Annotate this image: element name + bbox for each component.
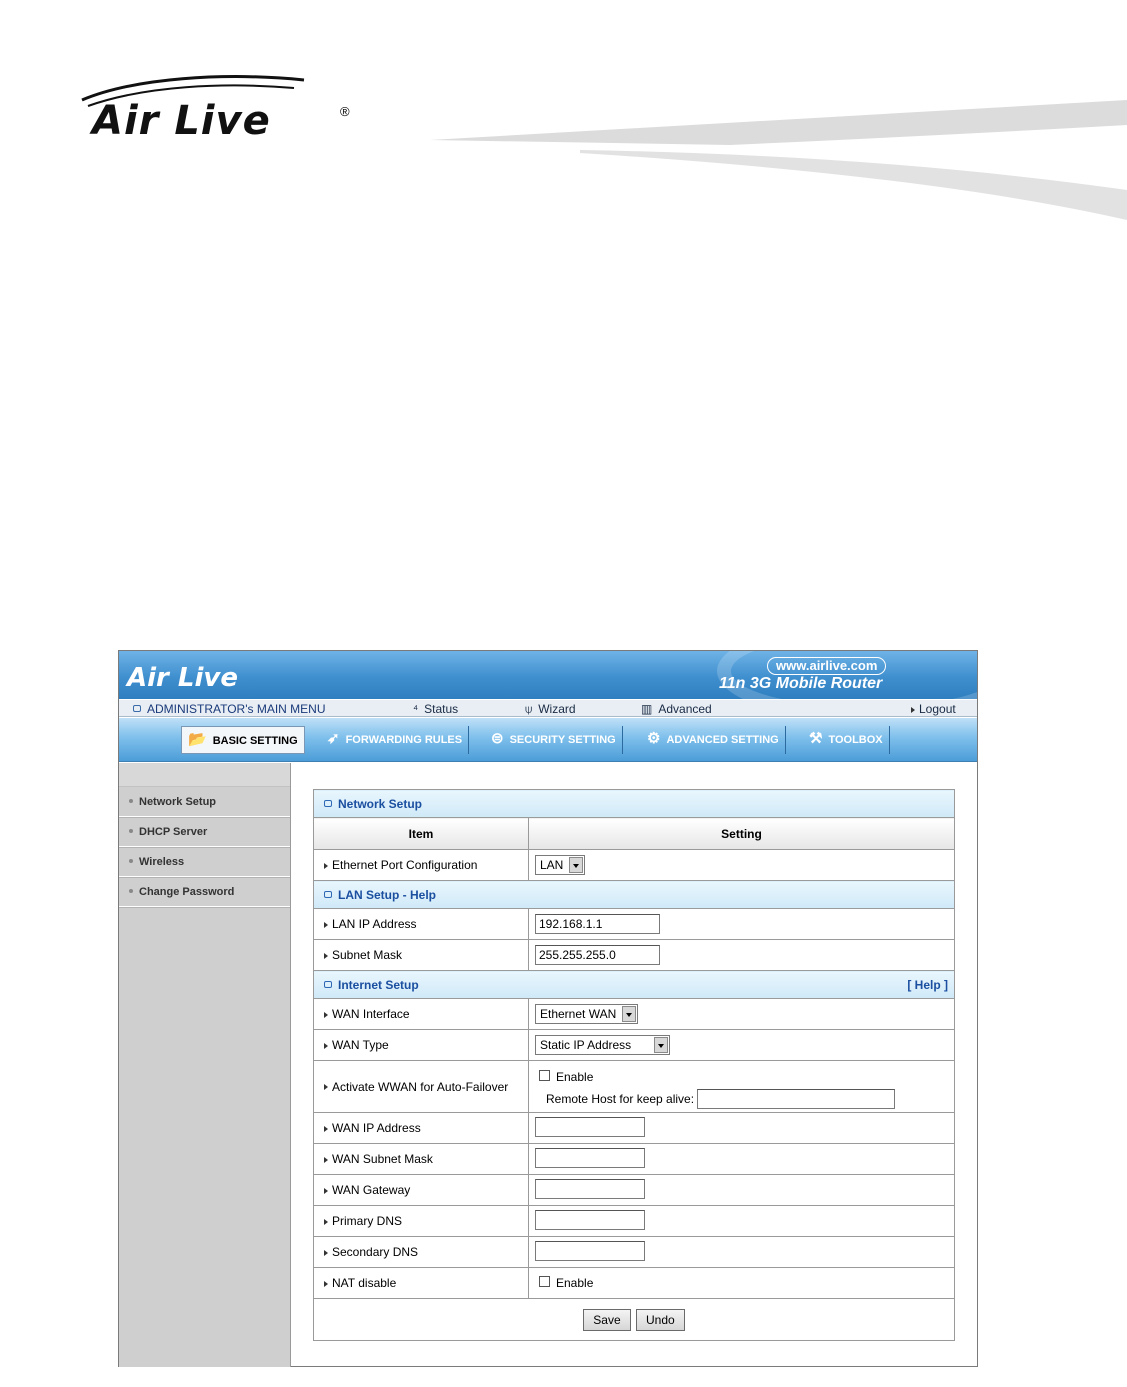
section-icon [324,800,332,807]
table-row [314,999,955,1030]
row-arrow-icon [324,1157,328,1163]
sidebar-item-dhcp-server[interactable] [119,817,290,847]
save-button[interactable]: Save [583,1309,630,1331]
menu-logout-label: Logout [919,702,956,716]
eth-port-select[interactable] [535,855,585,875]
row-arrow-icon [324,953,328,959]
shield-icon: ⊜ [491,730,504,748]
tab-basic-setting[interactable] [181,726,305,754]
row-arrow-icon [324,863,328,869]
banner-model-name: 11n 3G Mobile Router [719,675,883,692]
router-admin-window [118,650,978,1367]
sidebar [119,763,291,1367]
menu-logout[interactable] [911,701,956,717]
chevron-down-icon [654,1037,668,1053]
tab-toolbox-label: TOOLBOX [828,734,883,746]
section-title: Internet Setup [338,977,419,992]
tab-forwarding-rules[interactable] [321,726,469,754]
banner-logo: Air Live [127,663,238,693]
tab-basic-setting-label: BASIC SETTING [212,735,298,747]
bullet-icon [129,829,133,833]
banner-url-link[interactable]: www.airlive.com [767,657,886,675]
wan-gateway-input[interactable] [535,1179,645,1199]
subnet-mask-input[interactable]: 255.255.255.0 [535,945,660,965]
wan-interface-value: Ethernet WAN [540,1007,617,1021]
keepalive-row [535,1088,954,1112]
menu-wizard-label: Wizard [538,702,576,716]
column-header-item: Item [314,818,529,850]
section-title: Network Setup [338,796,423,811]
button-row [314,1299,955,1341]
subnet-mask-label: Subnet Mask [332,948,403,962]
main-menu-title[interactable] [133,701,326,717]
forward-arrow-icon: ➶ [327,730,340,748]
sidebar-item-label: Network Setup [139,796,217,808]
header-swoosh-decoration [430,95,1127,225]
row-arrow-icon [324,1281,328,1287]
wan-gateway-label: WAN Gateway [332,1183,411,1197]
arrow-right-icon [911,707,915,713]
sidebar-top-strip [119,763,290,787]
table-row [314,1030,955,1061]
wan-interface-label: WAN Interface [332,1007,410,1021]
sidebar-item-wireless[interactable] [119,847,290,877]
menu-wizard[interactable] [525,701,576,717]
eth-port-label: Ethernet Port Configuration [332,858,478,872]
table-row [314,909,955,940]
nat-enable-label: Enable [556,1276,594,1290]
table-row [314,1206,955,1237]
keepalive-label: Remote Host for keep alive: [546,1091,695,1106]
wan-interface-select[interactable] [535,1004,638,1024]
column-header-setting: Setting [529,818,955,850]
table-row [314,940,955,971]
eth-port-value: LAN [540,858,564,872]
secondary-dns-label: Secondary DNS [332,1245,419,1259]
table-row [314,1144,955,1175]
nat-disable-label: NAT disable [332,1276,397,1290]
primary-dns-input[interactable] [535,1210,645,1230]
wan-mask-label: WAN Subnet Mask [332,1152,433,1166]
wizard-icon: ⍦ [525,702,533,716]
settings-form-table [313,789,955,1341]
chevron-down-icon [569,857,583,873]
advanced-icon: ▥ [641,702,653,716]
row-arrow-icon [324,1084,328,1090]
bullet-icon [129,859,133,863]
tab-advanced-setting-label: ADVANCED SETTING [666,734,779,746]
failover-enable-row [535,1066,954,1088]
tab-security-setting[interactable] [485,726,623,754]
logo-text: Air Live [92,98,271,144]
menu-status[interactable] [413,701,458,717]
square-bullet-icon [133,705,141,712]
router-banner [119,651,977,699]
section-network-setup [314,790,955,818]
lan-ip-input[interactable]: 192.168.1.1 [535,914,660,934]
row-arrow-icon [324,1012,328,1018]
table-row [314,1268,955,1299]
failover-enable-label: Enable [556,1069,594,1084]
table-row [314,850,955,881]
undo-button[interactable]: Undo [636,1309,685,1331]
failover-label: Activate WWAN for Auto-Failover [332,1079,509,1094]
table-row [314,1237,955,1268]
menu-status-label: Status [424,702,459,716]
chevron-down-icon [622,1006,636,1022]
secondary-dns-input[interactable] [535,1241,645,1261]
row-arrow-icon [324,1250,328,1256]
section-icon [324,981,332,988]
row-arrow-icon [324,1043,328,1049]
row-arrow-icon [324,1188,328,1194]
failover-enable-checkbox[interactable] [539,1070,550,1081]
table-row [314,1175,955,1206]
tab-security-setting-label: SECURITY SETTING [509,734,616,746]
wan-type-label: WAN Type [332,1038,389,1052]
keepalive-input[interactable] [697,1089,895,1109]
table-row [314,1113,955,1144]
primary-dns-label: Primary DNS [332,1214,403,1228]
wan-type-select[interactable] [535,1035,670,1055]
registered-mark: ® [340,104,350,119]
section-title[interactable]: LAN Setup - Help [338,887,436,902]
main-menubar [119,699,977,717]
sidebar-item-label: Change Password [139,886,235,898]
sidebar-item-change-password[interactable] [119,877,290,907]
row-arrow-icon [324,1219,328,1225]
wan-ip-label: WAN IP Address [332,1121,421,1135]
sidebar-item-network-setup[interactable] [119,787,290,817]
bullet-icon [129,889,133,893]
folder-icon: 📂 [188,731,207,749]
wan-ip-input[interactable] [535,1117,645,1137]
tab-advanced-setting[interactable] [641,726,786,754]
wan-mask-input[interactable] [535,1148,645,1168]
table-header-row [314,818,955,850]
wan-type-value: Static IP Address [540,1038,632,1052]
section-lan-setup [314,881,955,909]
tab-toolbox[interactable] [803,726,890,754]
tab-forwarding-rules-label: FORWARDING RULES [345,734,463,746]
airlive-logo [74,70,364,160]
toolbox-icon: ⚒ [809,730,823,748]
row-arrow-icon [324,922,328,928]
lan-ip-label: LAN IP Address [332,917,417,931]
nat-enable-checkbox[interactable] [539,1276,550,1287]
section-icon [324,891,332,898]
sidebar-item-label: Wireless [139,856,185,868]
gear-icon: ⚙ [647,730,661,748]
main-menu-label: ADMINISTRATOR's MAIN MENU [147,702,326,716]
table-row [314,1061,955,1113]
row-arrow-icon [324,1126,328,1132]
menu-advanced[interactable] [641,701,712,717]
help-link[interactable]: [ Help ] [907,977,948,992]
tab-bar [119,718,977,762]
sidebar-item-label: DHCP Server [139,826,208,838]
person-icon: ⁴ [413,702,419,716]
menu-advanced-label: Advanced [658,702,712,716]
section-internet-setup [314,971,955,999]
bullet-icon [129,799,133,803]
